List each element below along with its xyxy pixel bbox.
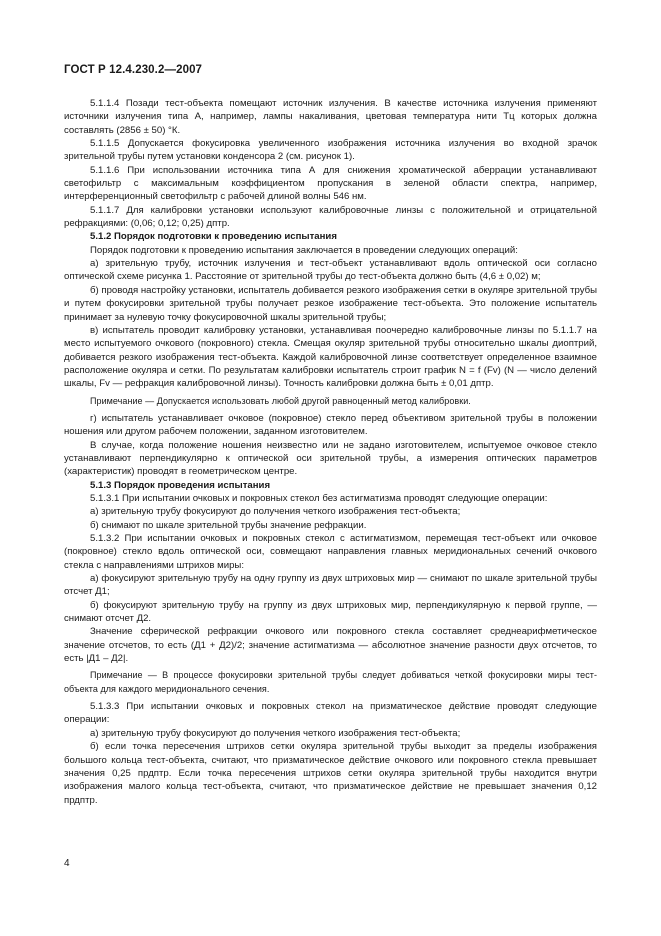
paragraph-5-1-3-3: 5.1.3.3 При испытании очковых и покровных стекол на призматическое действие проводят следующие операции: [64, 701, 597, 726]
paragraph-5-1-1-4: 5.1.1.4 Позади тест-объекта помещают источник излучения. В качестве источника излучения применяют источники излучения типа А, например, лампы накаливания, цветовая температура нити Tц которых должна составлять (2856 ± 50) °К. [64, 98, 597, 136]
list-item-a-focus: а) зрительную трубу фокусируют до получения четкого изображения тест-объекта; [90, 506, 461, 518]
paragraph-spherical-refraction: Значение сферической рефракции очкового или покровного стекла составляет среднеарифметическое значение отсчетов, то есть (Д1 + Д2)/2; значение астигматизма — абсолютное значение разности двух отсчетов, то есть |Д1 – Д2|. [64, 626, 597, 665]
paragraph-5-1-3-2: 5.1.3.2 При испытании очковых и покровных стекол с астигматизмом, перемещая тест-объект или очковое (покровное) стекло вдоль оптической оси, совмещают направления главных меридиональных сечений очкового стекла с направлениями штрихов миры: [64, 533, 597, 571]
list-item-b: б) проводя настройку установки, испытатель добивается резкого изображения сетки в окуляре зрительной трубы и путем фокусировки зрительной трубы получает резкое изображение тест-объекта. Это положение испытатель принимает за нулевую точку фокусировочной шкалы зрительной трубы; [64, 284, 597, 323]
list-item-a: а) зрительную трубу, источник излучения и тест-объект устанавливают вдоль оптической оси согласно оптической схеме рисунка 1. Расстояние от зрительной трубы до тест-объекта должно быть (4,6 ± 0,02) м; [64, 258, 597, 283]
paragraph-preparation-intro: Порядок подготовки к проведению испытания заключается в проведении следующих операций: [90, 244, 518, 256]
list-item-b-second-group: б) фокусируют зрительную трубу на группу из двух штриховых мир, перпендикулярную к первой группе, — снимают отсчет Д2. [64, 599, 597, 625]
paragraph-5-1-1-7: 5.1.1.7 Для калибровки установки используют калибровочные линзы с положительной и отрицательной рефракциями: (0,06; 0,12; 0,25) дптр. [64, 204, 597, 230]
note-focusing: Примечание — В процессе фокусировки зрительной трубы следует добиваться четкой фокусировки миры тест-объекта для каждого меридионального сечения. [64, 670, 597, 694]
paragraph-5-1-1-6: 5.1.1.6 При использовании источника типа А для снижения хроматической аберрации устанавливают светофильтр с максимальным коэффициентом пропускания в зеленой области спектра, например, интерференционный светофильтр с рабочей длиной волны 546 нм. [64, 164, 597, 203]
section-heading-5-1-2: 5.1.2 Порядок подготовки к проведению испытания [90, 231, 337, 243]
standard-header: ГОСТ Р 12.4.230.2—2007 [64, 64, 203, 76]
paragraph-5-1-1-5: 5.1.1.5 Допускается фокусировка увеличенного изображения источника излучения во входной зрачок зрительной трубы путем установки конденсора 2 (см. рисунок 1). [64, 138, 597, 163]
paragraph-5-1-3-1: 5.1.3.1 При испытании очковых и покровных стекол без астигматизма проводят следующие операции: [90, 492, 548, 504]
note-calibration: Примечание — Допускается использовать любой другой равноценный метод калибровки. [90, 395, 471, 406]
list-item-g: г) испытатель устанавливает очковое (покровное) стекло перед объективом зрительной трубы в положении ношения или другом рабочем положении, заданном изготовителем. [64, 412, 597, 438]
list-item-b-prism: б) если точка пересечения штрихов сетки окуляра зрительной трубы выходит за пределы изображения большого кольца тест-объекта, считают, что призматическое действие очкового или покровного стекла превышает значения 0,25 прдптр. Если точка пересечения штрихов сетки окуляра зрительной трубы находится внутри изображения малого кольца тест-объекта, считают, что призматическое действие не превышает значения 0,12 прдптр. [64, 741, 597, 806]
page-number: 4 [64, 858, 70, 869]
list-item-v: в) испытатель проводит калибровку установки, устанавливая поочередно калибровочные линзы по 5.1.1.7 на место испытуемого очкового (покровного) стекла. Смещая окуляр зрительной трубы относительно шкалы диоптрий, добивается резкого изображения тест-объекта. Каждой калибровочной линзе соответствует определенное взаимное расположение окуляра и сетки. По результатам калибровки испытатель строит график N = f (Fv) (N — число делений шкалы, Fv — рефракция калибровочной линзы). Точность калибровки должна быть ± 0,01 дптр. [64, 324, 597, 390]
paragraph-wearing-position: В случае, когда положение ношения неизвестно или не задано изготовителем, испытуемое очковое стекло устанавливают перпендикулярно к оптической оси зрительной трубы, а измерения оптических параметров (характеристик) проводят в геометрическом центре. [64, 439, 597, 478]
list-item-b-read: б) снимают по шкале зрительной трубы значение рефракции. [90, 519, 367, 531]
list-item-a-first-group: а) фокусируют зрительную трубу на одну группу из двух штриховых мир — снимают по шкале зрительной трубы отсчет Д1; [64, 573, 597, 598]
list-item-a-prism: а) зрительную трубу фокусируют до получения четкого изображения тест-объекта; [90, 727, 461, 739]
section-heading-5-1-3: 5.1.3 Порядок проведения испытания [90, 479, 271, 491]
document-body [64, 97, 597, 807]
